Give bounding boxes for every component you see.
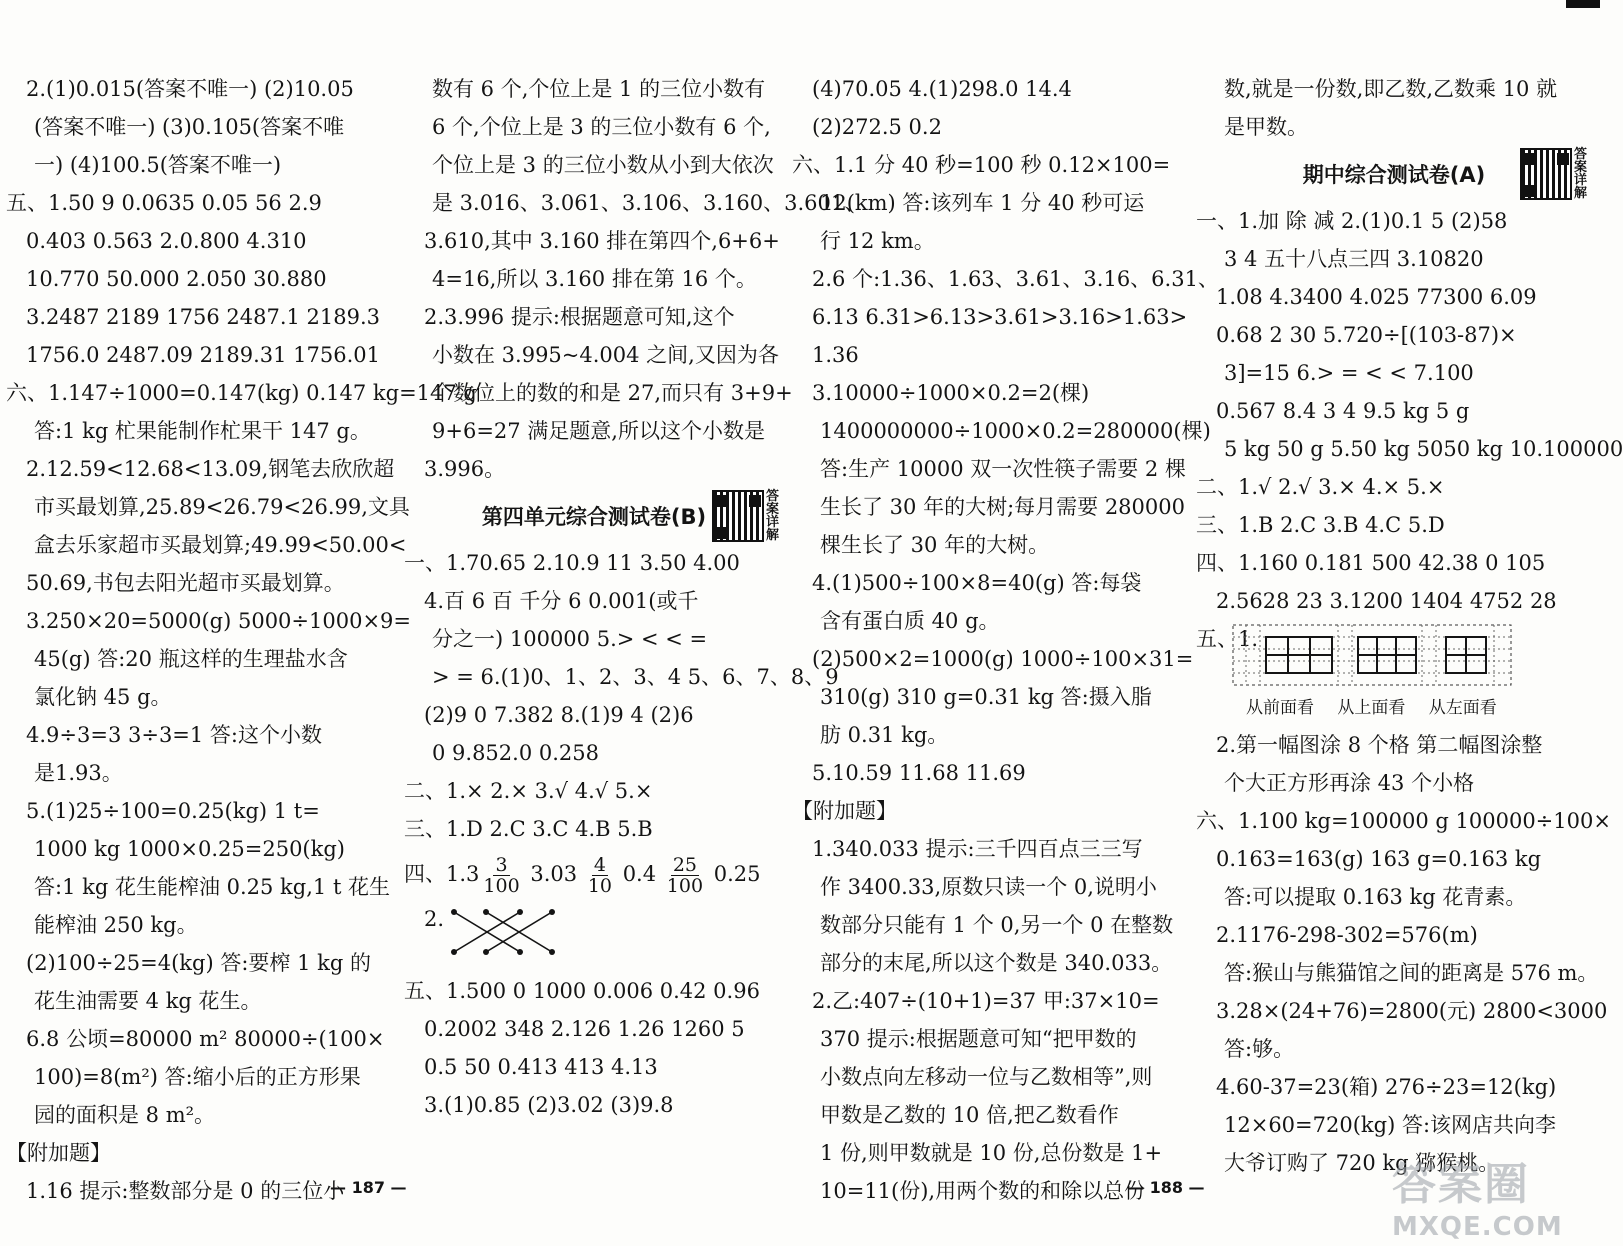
answer-line: 肪 0.31 kg。 [820, 723, 949, 747]
answer-line: 三、1.D 2.C 3.C 4.B 5.B [404, 817, 653, 841]
answer-line: 3.996。 [424, 457, 506, 481]
answer-line: 0.5 50 0.413 413 4.13 [424, 1055, 658, 1079]
page-number-right: — 188 — [1128, 1178, 1205, 1197]
qr-label: 答案详解 [1574, 147, 1588, 201]
answer-line: (答案不唯一) (3)0.105(答案不唯 [34, 115, 345, 139]
answer-line: 能榨油 250 kg。 [34, 913, 198, 937]
answer-line: 2.乙:407÷(10+1)=37 甲:37×10= [812, 989, 1160, 1013]
answer-line: 数部分只能有 1 个 0,另一个 0 在整数 [820, 913, 1174, 937]
answer-line: 10.770 50.000 2.050 30.880 [26, 267, 327, 291]
answer-line: 是甲数。 [1224, 115, 1308, 139]
answer-column-3 [792, 70, 1219, 1210]
answer-line: 答:生产 10000 双一次性筷子需要 2 棵 [820, 457, 1186, 481]
answer-line: 12(km) 答:该列车 1 分 40 秒可运 [820, 191, 1145, 215]
answer-line: 四、1.160 0.181 500 42.38 0 105 [1196, 551, 1546, 575]
answer-line: 部分的末尾,所以这个数是 340.033。 [820, 951, 1173, 975]
qr-label: 答案详解 [766, 489, 780, 543]
fraction: $\frac{4}{10}$ [587, 854, 612, 897]
answer-line: 答:可以提取 0.163 kg 花青素。 [1224, 885, 1527, 909]
answer-line: 答:1 kg 花生能榨油 0.25 kg,1 t 花生 [34, 875, 391, 899]
page-number-left: — 187 — [330, 1178, 407, 1197]
answer-line: 2.1176-298-302=576(m) [1216, 923, 1478, 947]
corner-mark [1566, 0, 1600, 8]
answer-line: 盒去乐家超市买最划算;49.99<50.00< [34, 533, 407, 557]
answer-line: 2.6 个:1.36、1.63、3.61、3.16、6.31、 [812, 267, 1219, 291]
answer-line: 棵生长了 30 年的大树。 [820, 533, 1050, 557]
answer-line: 答:够。 [1224, 1037, 1295, 1061]
answer-line: 5.10.59 11.68 11.69 [812, 761, 1026, 785]
answer-line: 0 9.852.0 0.258 [432, 741, 599, 765]
answer-line: 甲数是乙数的 10 倍,把乙数看作 [820, 1103, 1119, 1127]
answer-line: 0.68 2 30 5.720÷[(103-87)× [1216, 323, 1517, 347]
answer-line: 0.2002 348 2.126 1.26 1260 5 [424, 1017, 745, 1041]
answer-line: 1.340.033 提示:三千四百点三三写 [812, 837, 1143, 861]
answer-line: 3.250×20=5000(g) 5000÷1000×9= [26, 609, 412, 633]
answer-line: 五、1.50 9 0.0635 0.05 56 2.9 [6, 191, 322, 215]
answer-line: 小数在 3.995~4.004 之间,又因为各 [432, 343, 779, 367]
answer-line: 氯化钠 45 g。 [34, 685, 172, 709]
answer-line: 六、1.147÷1000=0.147(kg) 0.147 kg=147 g [6, 381, 477, 405]
answer-line: > = 6.(1)0、1、2、3、4 5、6、7、8、9 [432, 665, 839, 689]
answer-line: 1.36 [812, 343, 859, 367]
answer-line: 3.10000÷1000×0.2=2(棵) [812, 381, 1090, 405]
answer-line: 1.16 提示:整数部分是 0 的三位小 [26, 1179, 345, 1203]
answer-line: 三、1.B 2.C 3.B 4.C 5.D [1196, 513, 1445, 537]
answer-line: 9+6=27 满足题意,所以这个小数是 [432, 419, 765, 443]
answer-line: 个位上是 3 的三位小数从小到大依次 [432, 153, 774, 177]
answer-line: 1756.0 2487.09 2189.31 1756.01 [26, 343, 381, 367]
answer-line: (2)272.5 0.2 [812, 115, 942, 139]
section-heading-unit4 [404, 488, 784, 544]
answer-line: 六、1.1 分 40 秒=100 秒 0.12×100= [792, 153, 1171, 177]
answer-line: 二、1.√ 2.√ 3.× 4.× 5.× [1196, 475, 1445, 499]
answer-line: 2.12.59<12.68<13.09,钢笔去欣欣超 [26, 457, 395, 481]
answer-line: 【附加题】 [792, 799, 897, 823]
view-labels: 从前面看 从上面看 从左面看 [1246, 698, 1497, 718]
answer-line: 花生油需要 4 kg 花生。 [34, 989, 262, 1013]
answer-line: 4.百 6 百 千分 6 0.001(或千 [424, 589, 699, 613]
answer-line: 【附加题】 [6, 1141, 111, 1165]
answer-line: 含有蛋白质 40 g。 [820, 609, 1000, 633]
matching-answer: 2. [404, 900, 784, 972]
answer-line: 6 个,个位上是 3 的三位小数有 6 个, [432, 115, 771, 139]
answer-line: 0.567 8.4 3 4 9.5 kg 5 g [1216, 399, 1470, 423]
answer-line: 生长了 30 年的大树;每月需要 280000 [820, 495, 1185, 519]
answer-line: 310(g) 310 g=0.31 kg 答:摄入脂 [820, 685, 1152, 709]
answer-line: 1400000000÷1000×0.2=280000(棵) [820, 419, 1211, 443]
answer-line: 1000 kg 1000×0.25=250(kg) [34, 837, 345, 861]
answer-line: 五、1.500 0 1000 0.006 0.42 0.96 [404, 979, 760, 1003]
answer-line: 分之一) 100000 5.> < < = [432, 627, 708, 651]
section-heading-midterm [1196, 146, 1592, 202]
answer-line: 市买最划算,25.89<26.79<26.99,文具 [34, 495, 410, 519]
answer-line: 作 3400.33,原数只读一个 0,说明小 [820, 875, 1157, 899]
answer-line: 行 12 km。 [820, 229, 935, 253]
answer-line: 数,就是一份数,即乙数,乙数乘 10 就 [1224, 77, 1558, 101]
answer-line: 答:1 kg 杧果能制作杧果干 147 g。 [34, 419, 371, 443]
answer-line: 4=16,所以 3.160 排在第 16 个。 [432, 267, 757, 291]
answer-line: 0.403 0.563 2.0.800 4.310 [26, 229, 307, 253]
answer-line: 1 份,则甲数就是 10 份,总份数是 1+ [820, 1141, 1163, 1165]
matching-lines-diagram [448, 902, 560, 962]
answer-line: (2)9 0 7.382 8.(1)9 4 (2)6 [424, 703, 694, 727]
qr-code[interactable] [1520, 148, 1572, 200]
answer-line: 大爷订购了 720 kg 猕猴桃。 [1224, 1151, 1500, 1175]
answer-line: 0.163=163(g) 163 g=0.163 kg [1216, 847, 1542, 871]
answer-line: 3.(1)0.85 (2)3.02 (3)9.8 [424, 1093, 674, 1117]
answer-line: 10=11(份),用两个数的和除以总份 [820, 1179, 1146, 1203]
answer-line: 个数位上的数的和是 27,而只有 3+9+ [432, 381, 793, 405]
answer-line: 12×60=720(kg) 答:该网店共向李 [1224, 1113, 1557, 1137]
answer-line: 3 4 五十八点三四 3.10820 [1224, 247, 1484, 271]
section-title: 第四单元综合测试卷(B) [481, 505, 707, 529]
answer-line: 4.60-37=23(箱) 276÷23=12(kg) [1216, 1075, 1557, 1099]
answer-line: 二、1.× 2.× 3.√ 4.√ 5.× [404, 779, 653, 803]
qr-code[interactable] [712, 490, 764, 542]
answer-line: 2.3.996 提示:根据题意可知,这个 [424, 305, 735, 329]
answer-line: 1.08 4.3400 4.025 77300 6.09 [1216, 285, 1537, 309]
answer-line: 数有 6 个,个位上是 1 的三位小数有 [432, 77, 766, 101]
answer-line: 2.(1)0.015(答案不唯一) (2)10.05 [26, 77, 354, 101]
fraction-answer-line: 四、1.3 $\frac{3}{100}$ 3.03 $\frac{4}{10}$ 0.4 $\frac{25}{100}$ 0.25 [404, 854, 761, 897]
answer-line: 5.(1)25÷100=0.25(kg) 1 t= [26, 799, 320, 823]
fraction: $\frac{3}{100}$ [483, 854, 520, 897]
answer-line: 2.5628 23 3.1200 1404 4752 28 [1216, 589, 1557, 613]
answer-line: (2)500×2=1000(g) 1000÷100×31= [812, 647, 1194, 671]
three-views-grid-diagram [1232, 624, 1512, 686]
answer-line: 4.(1)500÷100×8=40(g) 答:每袋 [812, 571, 1142, 595]
answer-line: 3.28×(24+76)=2800(元) 2800<3000 [1216, 999, 1608, 1023]
section-title: 期中综合测试卷(A) [1302, 163, 1486, 187]
fraction: $\frac{25}{100}$ [666, 854, 704, 897]
grid-views-answer: 五、1. [1196, 620, 1592, 690]
answer-line: 50.69,书包去阳光超市买最划算。 [26, 571, 345, 595]
answer-line: 370 提示:根据题意可知“把甲数的 [820, 1027, 1137, 1051]
answer-column-4 [1196, 70, 1623, 1182]
answer-line: 答:猴山与熊猫馆之间的距离是 576 m。 [1224, 961, 1599, 985]
answer-line: 6.13 6.31>6.13>3.61>3.16>1.63> [812, 305, 1188, 329]
answer-line: 园的面积是 8 m²。 [34, 1103, 216, 1127]
answer-line: 4.9÷3=3 3÷3=1 答:这个小数 [26, 723, 323, 747]
answer-line: (4)70.05 4.(1)298.0 14.4 [812, 77, 1072, 101]
answer-line: 一、1.70.65 2.10.9 11 3.50 4.00 [404, 551, 740, 575]
answer-line: 小数点向左移动一位与乙数相等”,则 [820, 1065, 1153, 1089]
answer-line: 个大正方形再涂 43 个小格 [1224, 771, 1475, 795]
answer-line: 6.8 公顷=80000 m² 80000÷(100× [26, 1027, 385, 1051]
answer-line: 2.第一幅图涂 8 个格 第二幅图涂整 [1216, 733, 1543, 757]
answer-line: 是 3.016、3.061、3.106、3.160、3.601、 [432, 191, 866, 215]
answer-line: 45(g) 答:20 瓶这样的生理盐水含 [34, 647, 348, 671]
answer-line: 六、1.100 kg=100000 g 100000÷100× [1196, 809, 1611, 833]
answer-line: 是1.93。 [34, 761, 123, 785]
answer-line: 一、1.加 除 减 2.(1)0.1 5 (2)58 [1196, 209, 1508, 233]
answer-line: 3]=15 6.> = < < 7.100 [1224, 361, 1474, 385]
answer-line: 3.610,其中 3.160 排在第四个,6+6+ [424, 229, 780, 253]
watermark-logo: 答案圈 MXQE.COM [1392, 1159, 1563, 1242]
answer-line: (2)100÷25=4(kg) 答:要榨 1 kg 的 [26, 951, 371, 975]
answer-line: 一) (4)100.5(答案不唯一) [34, 153, 282, 177]
answer-line: 5 kg 50 g 5.50 kg 5050 kg 10.100000 [1224, 437, 1623, 461]
answer-line: 100)=8(m²) 答:缩小后的正方形果 [34, 1065, 361, 1089]
answer-line: 3.2487 2189 1756 2487.1 2189.3 [26, 305, 381, 329]
